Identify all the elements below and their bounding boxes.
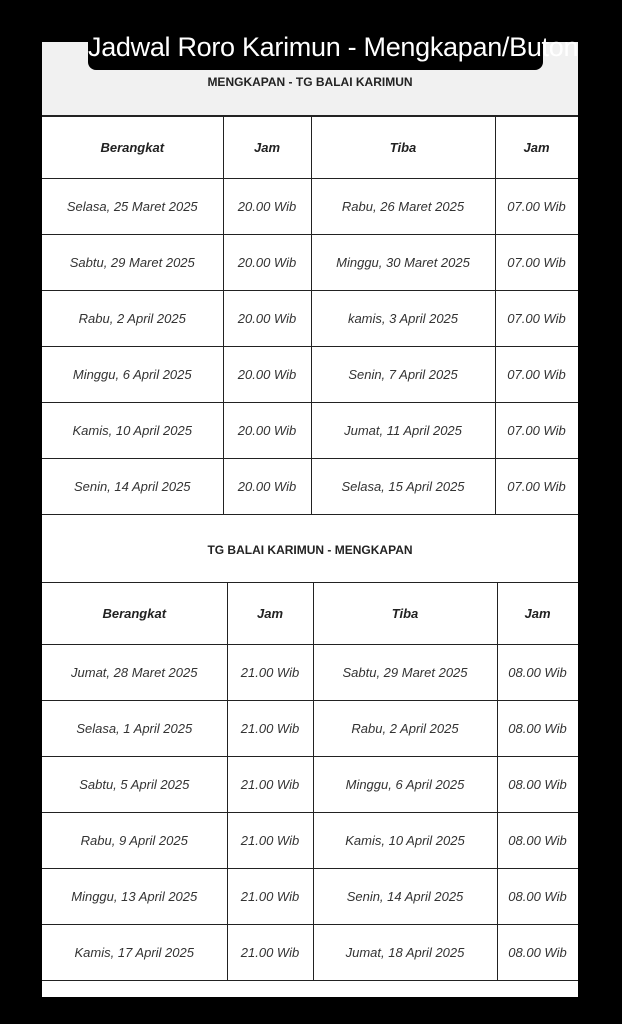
table-row [42,403,578,459]
table-row [42,645,578,701]
arrival-time-cell: 07.00 Wib [495,403,578,459]
table-row [42,291,578,347]
arrival-time-cell: 08.00 Wib [497,869,578,925]
schedule-sheet [42,42,578,997]
departure-time-cell: 21.00 Wib [227,813,313,869]
departure-date-cell: Kamis, 17 April 2025 [42,925,227,981]
arrival-date-cell: Senin, 14 April 2025 [313,869,497,925]
arrival-time-cell: 08.00 Wib [497,701,578,757]
table-row [42,701,578,757]
departure-date-cell: Selasa, 25 Maret 2025 [42,179,223,235]
departure-date-cell: Senin, 14 April 2025 [42,459,223,515]
column-header: Jam [227,583,313,645]
table-header-row [42,117,578,179]
departure-time-cell: 20.00 Wib [223,235,311,291]
table-header-row [42,583,578,645]
table-row [42,179,578,235]
departure-time-cell: 20.00 Wib [223,459,311,515]
arrival-time-cell: 08.00 Wib [497,645,578,701]
departure-time-cell: 20.00 Wib [223,291,311,347]
schedule-table [42,116,578,515]
departure-date-cell: Sabtu, 29 Maret 2025 [42,235,223,291]
arrival-date-cell: Rabu, 26 Maret 2025 [311,179,495,235]
table-row [42,925,578,981]
arrival-time-cell: 07.00 Wib [495,347,578,403]
departure-time-cell: 20.00 Wib [223,347,311,403]
section-heading: TG BALAI KARIMUN - MENGKAPAN [207,543,413,557]
arrival-date-cell: Senin, 7 April 2025 [311,347,495,403]
departure-date-cell: Kamis, 10 April 2025 [42,403,223,459]
departure-time-cell: 20.00 Wib [223,179,311,235]
departure-date-cell: Selasa, 1 April 2025 [42,701,227,757]
arrival-time-cell: 08.00 Wib [497,813,578,869]
departure-date-cell: Minggu, 13 April 2025 [42,869,227,925]
table-row [42,347,578,403]
arrival-date-cell: Kamis, 10 April 2025 [313,813,497,869]
departure-time-cell: 21.00 Wib [227,757,313,813]
departure-date-cell: Rabu, 9 April 2025 [42,813,227,869]
arrival-time-cell: 07.00 Wib [495,179,578,235]
column-header: Berangkat [42,583,227,645]
table-row [42,235,578,291]
column-header: Jam [497,583,578,645]
column-header: Jam [495,117,578,179]
arrival-date-cell: Jumat, 18 April 2025 [313,925,497,981]
departure-date-cell: Rabu, 2 April 2025 [42,291,223,347]
arrival-date-cell: Sabtu, 29 Maret 2025 [313,645,497,701]
arrival-date-cell: Selasa, 15 April 2025 [311,459,495,515]
departure-time-cell: 21.00 Wib [227,701,313,757]
departure-time-cell: 21.00 Wib [227,869,313,925]
departure-date-cell: Jumat, 28 Maret 2025 [42,645,227,701]
column-header: Tiba [311,117,495,179]
arrival-date-cell: Minggu, 6 April 2025 [313,757,497,813]
departure-time-cell: 21.00 Wib [227,925,313,981]
column-header: Jam [223,117,311,179]
arrival-time-cell: 08.00 Wib [497,757,578,813]
departure-time-cell: 20.00 Wib [223,403,311,459]
departure-date-cell: Minggu, 6 April 2025 [42,347,223,403]
table-row [42,459,578,515]
table-row [42,813,578,869]
schedule-section-return [42,518,578,981]
arrival-date-cell: Minggu, 30 Maret 2025 [311,235,495,291]
arrival-time-cell: 08.00 Wib [497,925,578,981]
column-header: Tiba [313,583,497,645]
arrival-time-cell: 07.00 Wib [495,291,578,347]
page-title: Jadwal Roro Karimun - Mengkapan/Buton [88,24,543,70]
section-heading: MENGKAPAN - TG BALAI KARIMUN [42,42,578,116]
table-row [42,757,578,813]
arrival-time-cell: 07.00 Wib [495,459,578,515]
departure-date-cell: Sabtu, 5 April 2025 [42,757,227,813]
departure-time-cell: 21.00 Wib [227,645,313,701]
table-row [42,869,578,925]
arrival-time-cell: 07.00 Wib [495,235,578,291]
schedule-table [42,582,578,981]
arrival-date-cell: Jumat, 11 April 2025 [311,403,495,459]
schedule-section-outbound [42,42,578,515]
column-header: Berangkat [42,117,223,179]
arrival-date-cell: kamis, 3 April 2025 [311,291,495,347]
arrival-date-cell: Rabu, 2 April 2025 [313,701,497,757]
